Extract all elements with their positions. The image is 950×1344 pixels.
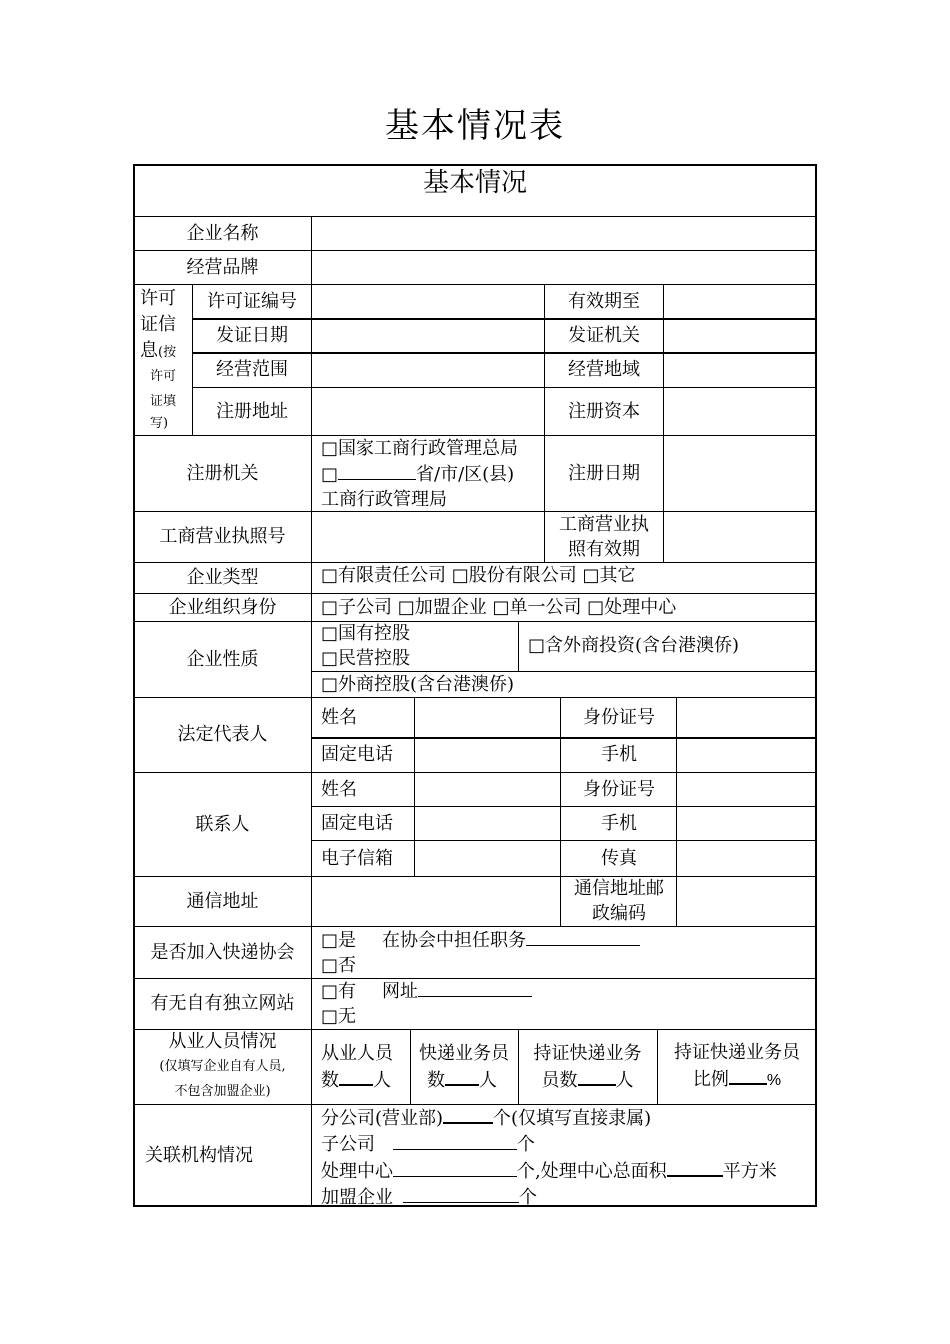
label-legal-rep: 法定代表人 — [177, 724, 268, 745]
company-name-field[interactable] — [312, 216, 817, 250]
cert-ratio-l2: 比例 — [692, 1069, 729, 1090]
label-reg-address: 注册地址 — [216, 400, 288, 422]
label-staff — [133, 1029, 312, 1104]
legal-rep-name-field[interactable] — [415, 697, 560, 737]
label-business-region: 经营地域 — [568, 359, 640, 380]
nature-options-left — [312, 621, 518, 671]
branch-blank[interactable] — [443, 1104, 493, 1124]
org-identity-options[interactable]: □子公司 □加盟企业 □单一公司 □处理中心 — [321, 596, 677, 618]
label-legal-rep-phone: 固定电话 — [321, 744, 393, 765]
reg-authority-opt2-box[interactable]: □ — [321, 464, 339, 485]
cert-ratio-blank[interactable] — [729, 1065, 767, 1085]
section-header: 基本情况 — [422, 167, 527, 198]
staff-count-l2: 数 — [321, 1069, 339, 1091]
page-title: 基本情况表 — [385, 106, 565, 146]
nature-opt-foreign-control[interactable]: □外商控股(含台港澳侨) — [321, 673, 515, 695]
staff-count-l1: 从业人员 — [321, 1042, 393, 1064]
label-reg-authority: 注册机关 — [186, 462, 259, 484]
label-contact: 联系人 — [195, 813, 250, 835]
license-line4: 许可 — [150, 369, 177, 384]
label-contact-fax: 传真 — [601, 847, 637, 869]
website-yes[interactable]: □有 — [321, 981, 357, 1002]
franchise-blank[interactable] — [403, 1184, 519, 1203]
nature-opt-private[interactable]: □民营控股 — [321, 648, 411, 669]
website-no[interactable]: □无 — [321, 1006, 357, 1027]
license-line6: 写) — [150, 416, 169, 431]
staff-count-unit: 人 — [373, 1069, 391, 1091]
company-type-options[interactable]: □有限责任公司 □股份有限公司 □其它 — [321, 565, 636, 586]
license-no-field[interactable] — [312, 284, 544, 318]
label-license-validity — [544, 511, 664, 562]
courier-count-l2: 数 — [427, 1069, 445, 1091]
cert-ratio-percent: % — [766, 1072, 782, 1089]
franchise-unit: 个 — [519, 1187, 537, 1208]
label-business-scope: 经营范围 — [216, 359, 288, 380]
branch-label: 分公司(营业部) — [321, 1108, 444, 1129]
reg-authority-options — [321, 436, 545, 511]
label-valid-until: 有效期至 — [568, 290, 640, 312]
association-no[interactable]: □否 — [321, 954, 357, 976]
sqm-unit: 平方米 — [722, 1161, 777, 1182]
brand-field[interactable] — [312, 250, 817, 284]
label-website: 有无自有独立网站 — [150, 993, 295, 1014]
branch-unit: 个(仅填写直接隶属) — [493, 1108, 652, 1129]
website-url-label: 网址 — [382, 981, 419, 1002]
label-contact-email: 电子信箱 — [321, 847, 393, 869]
subsidiary-unit: 个 — [517, 1134, 535, 1155]
nature-opt-foreign-invest[interactable]: □含外商投资(含台港澳侨) — [528, 634, 740, 656]
website-url-blank[interactable] — [418, 978, 532, 997]
label-reg-date: 注册日期 — [568, 462, 640, 484]
subsidiary-blank[interactable] — [393, 1131, 517, 1150]
courier-count-blank[interactable] — [445, 1066, 479, 1086]
label-issue-date: 发证日期 — [216, 324, 288, 346]
label-company-name: 企业名称 — [186, 222, 259, 244]
association-yes[interactable]: □是 — [321, 929, 357, 951]
reg-authority-opt1[interactable]: □国家工商行政管理总局 — [321, 438, 519, 459]
website-options — [312, 978, 817, 1029]
label-legal-rep-mobile: 手机 — [601, 744, 637, 765]
label-legal-rep-name: 姓名 — [321, 706, 357, 728]
certified-blank[interactable] — [578, 1066, 616, 1086]
certified-l2: 员数 — [541, 1069, 578, 1091]
label-affiliates: 关联机构情况 — [145, 1145, 253, 1166]
staff-note2: 不包含加盟企业) — [174, 1083, 271, 1099]
label-license-no: 许可证编号 — [207, 290, 297, 312]
nature-opt-state[interactable]: □国有控股 — [321, 623, 411, 644]
license-line3b: (按 — [158, 345, 177, 360]
label-contact-phone: 固定电话 — [321, 812, 393, 834]
label-company-type: 企业类型 — [186, 567, 259, 588]
label-reg-capital: 注册资本 — [568, 400, 640, 422]
label-brand: 经营品牌 — [186, 256, 259, 278]
staff-count-blank[interactable] — [339, 1066, 373, 1086]
association-options — [312, 926, 817, 978]
association-role-label: 在协会中担任职务 — [382, 929, 527, 951]
processing-unit: 个,处理中心总面积 — [517, 1161, 667, 1182]
label-org-identity: 企业组织身份 — [168, 596, 277, 618]
label-mail-address: 通信地址 — [186, 890, 259, 912]
courier-count-cell — [410, 1029, 518, 1104]
courier-count-l1: 快递业务员 — [419, 1042, 509, 1064]
label-business-license-no: 工商营业执照号 — [159, 526, 286, 547]
license-line3a: 息 — [140, 340, 158, 361]
label-postcode — [561, 876, 677, 926]
certified-count-cell — [518, 1029, 657, 1104]
label-contact-id: 身份证号 — [583, 778, 655, 800]
license-validity-l1: 工商营业执 — [559, 513, 649, 535]
legal-rep-id-field[interactable] — [677, 697, 817, 737]
certified-l1: 持证快递业务 — [533, 1042, 642, 1064]
province-blank[interactable] — [338, 461, 416, 480]
license-validity-l2: 照有效期 — [568, 538, 640, 560]
certified-unit: 人 — [615, 1069, 634, 1091]
processing-label: 处理中心 — [321, 1161, 393, 1182]
courier-count-unit: 人 — [479, 1069, 497, 1091]
staff-count-cell — [312, 1029, 410, 1104]
label-issuing-authority: 发证机关 — [568, 324, 640, 346]
cert-ratio-cell — [657, 1029, 817, 1104]
staff-title: 从业人员情况 — [168, 1030, 277, 1052]
label-nature: 企业性质 — [186, 648, 259, 670]
postcode-l2: 政编码 — [592, 903, 646, 924]
processing-blank[interactable] — [393, 1158, 517, 1177]
postcode-l1: 通信地址邮 — [574, 878, 664, 899]
cert-ratio-l1: 持证快递业务员 — [674, 1042, 800, 1063]
association-role-blank[interactable] — [526, 927, 640, 946]
label-contact-name: 姓名 — [321, 778, 357, 800]
license-line2: 证信 — [140, 314, 176, 335]
franchise-label: 加盟企业 — [321, 1187, 393, 1208]
valid-until-field[interactable] — [664, 284, 817, 318]
license-line5: 证填 — [150, 394, 177, 409]
reg-authority-opt2-text: 省/市/区(县) — [416, 464, 515, 485]
area-blank[interactable] — [667, 1157, 723, 1177]
staff-note1: (仅填写企业自有人员, — [159, 1058, 286, 1074]
license-line1: 许可 — [140, 288, 176, 309]
affiliates-content — [321, 1104, 817, 1207]
label-legal-rep-id: 身份证号 — [583, 706, 655, 728]
label-license-info — [140, 286, 192, 436]
label-contact-mobile: 手机 — [601, 812, 637, 834]
reg-authority-opt3: 工商行政管理局 — [321, 489, 447, 510]
label-association: 是否加入快递协会 — [150, 941, 295, 963]
subsidiary-label: 子公司 — [321, 1134, 375, 1155]
